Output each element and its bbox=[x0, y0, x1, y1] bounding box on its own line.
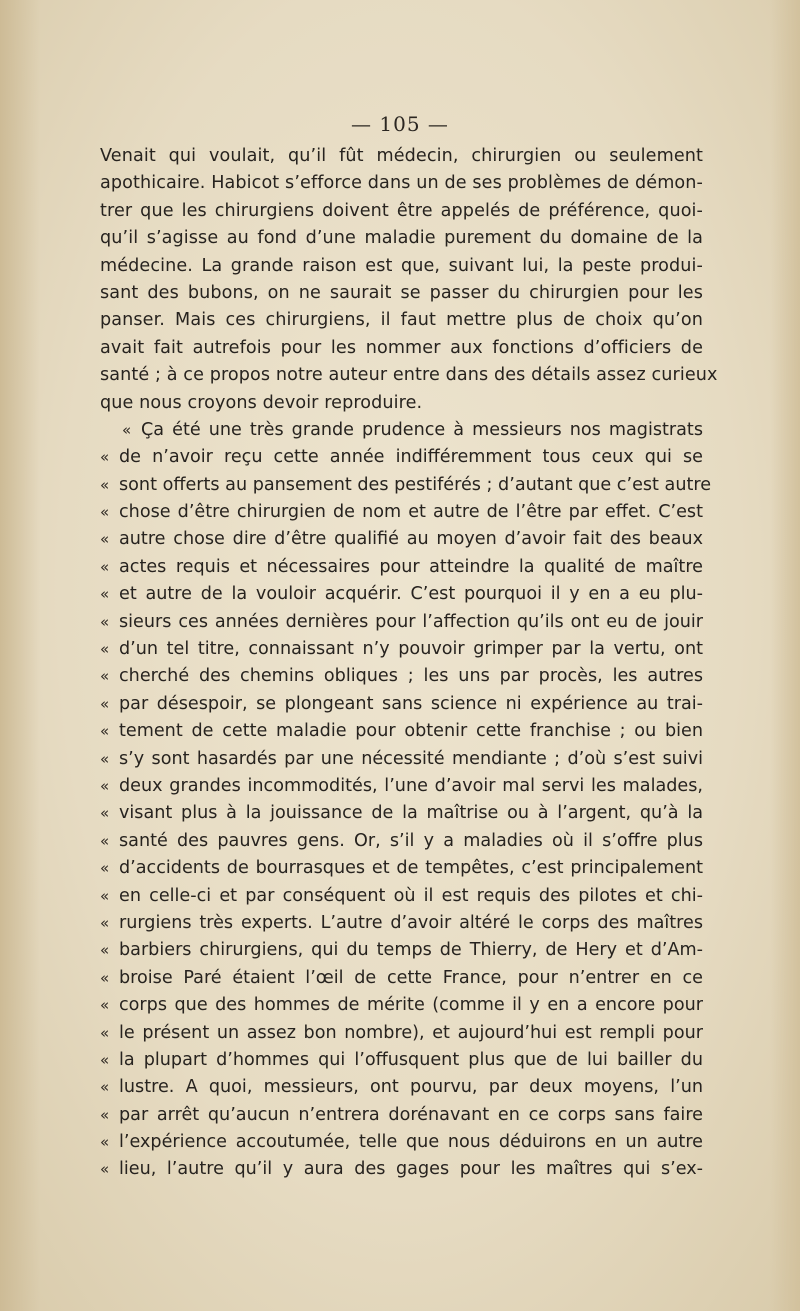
guillemet-mark: « bbox=[100, 1160, 110, 1179]
quote-line bbox=[100, 1074, 703, 1101]
quote-line bbox=[100, 1047, 703, 1074]
quote-line-text: le présent un assez bon nombre), et aujourd’hui est rempli pour bbox=[119, 1022, 703, 1043]
quote-line bbox=[100, 1156, 703, 1183]
guillemet-mark: « bbox=[100, 804, 110, 823]
quote-line-text: santé des pauvres gens. Or, s’il y a maladies où il s’offre plus bbox=[119, 830, 703, 851]
quote-line-text: autre chose dire d’être qualifié au moyen d’avoir fait des beaux bbox=[119, 529, 703, 550]
quote-line bbox=[100, 444, 703, 471]
guillemet-mark: « bbox=[100, 886, 110, 905]
quote-line-text: sont offerts au pansement des pestiférés ; d’autant que c’est autre bbox=[119, 474, 712, 495]
text-line: santé ; à ce propos notre auteur entre dans des détails assez curieux bbox=[100, 365, 718, 386]
quote-line bbox=[100, 718, 703, 745]
quote-line bbox=[100, 472, 712, 499]
guillemet-mark: « bbox=[100, 1050, 110, 1069]
quote-line-text: et autre de la vouloir acquérir. C’est pourquoi il y en a eu plu- bbox=[119, 584, 703, 605]
guillemet-mark: « bbox=[100, 475, 110, 494]
page-edge-shadow-left bbox=[0, 0, 40, 1311]
quote-line-text: actes requis et nécessaires pour atteindre la qualité de maître bbox=[119, 556, 703, 577]
quote-line-text: par désespoir, se plongeant sans science ni expérience au trai- bbox=[119, 693, 703, 714]
text-line: que nous croyons devoir reproduire. bbox=[100, 392, 423, 413]
quote-line bbox=[100, 663, 703, 690]
quote-line-text: tement de cette maladie pour obtenir cette franchise ; ou bien bbox=[119, 721, 703, 742]
body-paragraph bbox=[100, 143, 718, 417]
quote-line-text: par arrêt qu’aucun n’entrera dorénavant en ce corps sans faire bbox=[119, 1104, 703, 1125]
page-number: — 105 — bbox=[351, 112, 449, 136]
guillemet-mark: « bbox=[100, 530, 110, 549]
quote-line bbox=[100, 1020, 703, 1047]
quote-line bbox=[100, 581, 703, 608]
quote-line-text: rurgiens très experts. L’autre d’avoir altéré le corps des maîtres bbox=[119, 912, 703, 933]
quote-line-text: visant plus à la jouissance de la maîtrise ou à l’argent, qu’à la bbox=[119, 803, 703, 824]
quote-line-text: en celle-ci et par conséquent où il est requis des pilotes et chi- bbox=[119, 885, 703, 906]
guillemet-mark: « bbox=[100, 694, 110, 713]
quote-line-text: lieu, l’autre qu’il y aura des gages pour les maîtres qui s’ex- bbox=[119, 1159, 703, 1180]
quote-line-text: deux grandes incommodités, l’une d’avoir mal servi les malades, bbox=[119, 775, 703, 796]
guillemet-mark: « bbox=[100, 585, 110, 604]
quote-line bbox=[100, 855, 703, 882]
guillemet-mark: « bbox=[100, 1078, 110, 1097]
guillemet-mark: « bbox=[100, 667, 110, 686]
guillemet-mark: « bbox=[100, 557, 110, 576]
guillemet-mark: « bbox=[100, 503, 110, 522]
quote-line bbox=[100, 554, 703, 581]
quote-line bbox=[100, 746, 703, 773]
text-line: médecine. La grande raison est que, suivant lui, la peste produi- bbox=[100, 255, 703, 276]
quote-line bbox=[100, 417, 703, 444]
quote-line-text: barbiers chirurgiens, qui du temps de Thierry, de Hery et d’Am- bbox=[119, 940, 703, 961]
guillemet-mark: « bbox=[100, 913, 110, 932]
body-text bbox=[100, 143, 718, 1184]
quote-line bbox=[100, 636, 703, 663]
guillemet-mark: « bbox=[100, 1023, 110, 1042]
quote-line-text: broise Paré étaient l’œil de cette France, pour n’entrer en ce bbox=[119, 967, 703, 988]
quote-line-text: d’un tel titre, connaissant n’y pouvoir grimper par la vertu, ont bbox=[119, 639, 703, 660]
guillemet-mark: « bbox=[100, 1105, 110, 1124]
quote-line bbox=[100, 526, 703, 553]
quote-line-text: lustre. A quoi, messieurs, ont pourvu, par deux moyens, l’un bbox=[119, 1077, 703, 1098]
quote-line bbox=[100, 937, 703, 964]
quote-line bbox=[100, 1102, 703, 1129]
guillemet-mark: « bbox=[100, 749, 110, 768]
quote-line-text: la plupart d’hommes qui l’offusquent plus que de lui bailler du bbox=[119, 1049, 703, 1070]
quote-line-text: de n’avoir reçu cette année indifféremment tous ceux qui se bbox=[119, 447, 703, 468]
block-quote bbox=[100, 417, 712, 1184]
quote-line-text: l’expérience accoutumée, telle que nous déduirons en un autre bbox=[119, 1132, 703, 1153]
text-line: apothicaire. Habicot s’efforce dans un de ses problèmes de démon- bbox=[100, 173, 703, 194]
quote-line bbox=[100, 992, 703, 1019]
quote-line bbox=[100, 1129, 703, 1156]
text-line: Venait qui voulait, qu’il fût médecin, chirurgien ou seulement bbox=[100, 146, 703, 166]
text-line: qu’il s’agisse au fond d’une maladie purement du domaine de la bbox=[100, 228, 703, 249]
quote-line-text: corps que des hommes de mérite (comme il y en a encore pour bbox=[119, 995, 703, 1016]
quote-line-text: d’accidents de bourrasques et de tempêtes, c’est principalement bbox=[119, 858, 703, 879]
guillemet-mark: « bbox=[100, 612, 110, 631]
guillemet-mark: « bbox=[100, 722, 110, 741]
guillemet-mark: « bbox=[122, 420, 132, 439]
quote-line bbox=[100, 773, 703, 800]
text-line: sant des bubons, on ne saurait se passer du chirurgien pour les bbox=[100, 282, 703, 303]
guillemet-mark: « bbox=[100, 996, 110, 1015]
quote-line bbox=[100, 499, 703, 526]
guillemet-mark: « bbox=[100, 831, 110, 850]
guillemet-mark: « bbox=[100, 1133, 110, 1152]
quote-line bbox=[100, 828, 703, 855]
guillemet-mark: « bbox=[100, 776, 110, 795]
guillemet-mark: « bbox=[100, 859, 110, 878]
guillemet-mark: « bbox=[100, 640, 110, 659]
guillemet-mark: « bbox=[100, 968, 110, 987]
guillemet-mark: « bbox=[100, 941, 110, 960]
quote-line bbox=[100, 800, 703, 827]
quote-line bbox=[100, 910, 703, 937]
quote-line bbox=[100, 965, 703, 992]
quote-line bbox=[100, 609, 703, 636]
text-line: trer que les chirurgiens doivent être appelés de préférence, quoi- bbox=[100, 200, 703, 221]
quote-line bbox=[100, 883, 703, 910]
quote-line bbox=[100, 691, 703, 718]
quote-line-text: chose d’être chirurgien de nom et autre de l’être par effet. C’est bbox=[119, 502, 703, 523]
text-line: panser. Mais ces chirurgiens, il faut mettre plus de choix qu’on bbox=[100, 310, 703, 331]
guillemet-mark: « bbox=[100, 448, 110, 467]
text-line: avait fait autrefois pour les nommer aux fonctions d’officiers de bbox=[100, 337, 703, 358]
quote-line-text: Ça été une très grande prudence à messieurs nos magistrats bbox=[141, 419, 703, 440]
page-edge-shadow-right bbox=[770, 0, 800, 1311]
quote-line-text: sieurs ces années dernières pour l’affection qu’ils ont eu de jouir bbox=[119, 611, 703, 632]
quote-line-text: s’y sont hasardés par une nécessité mendiante ; d’où s’est suivi bbox=[119, 748, 703, 769]
quote-line-text: cherché des chemins obliques ; les uns par procès, les autres bbox=[119, 666, 703, 687]
